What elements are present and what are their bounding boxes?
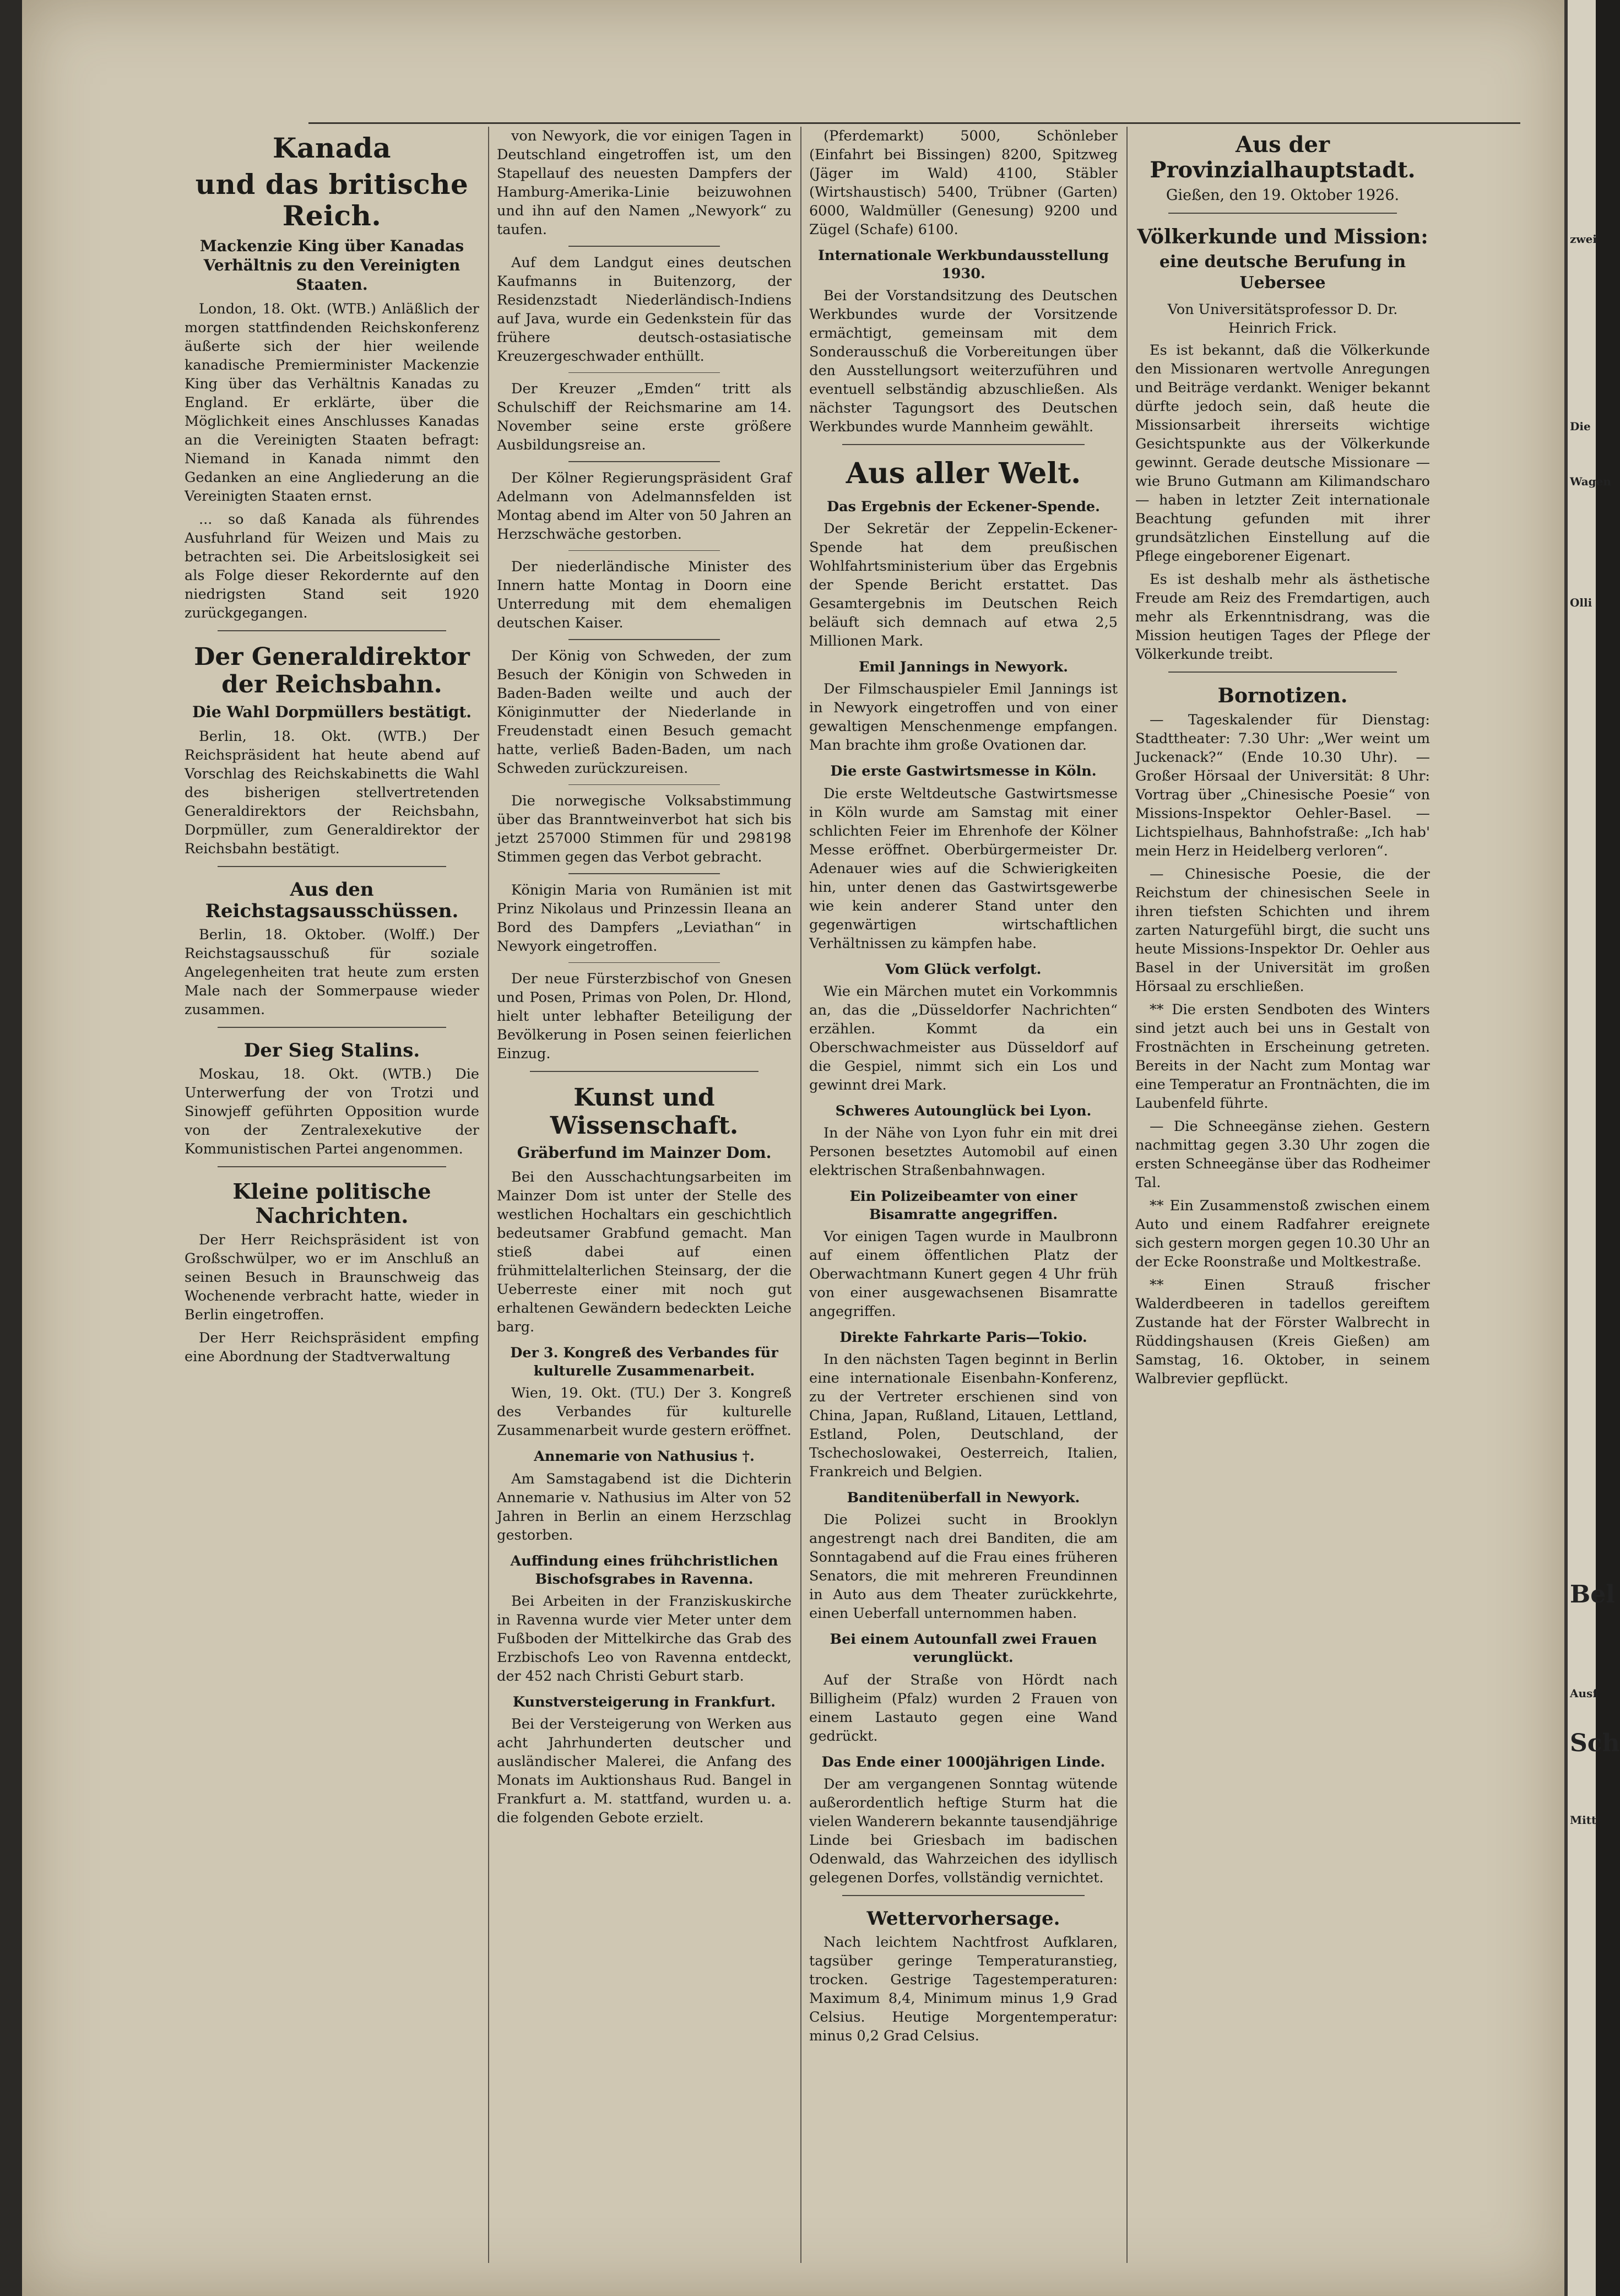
article-schweden: Der König von Schweden, der zum Besuch der Königin von Schweden in Baden-Baden weilte und auch der Königinmutter der Niederlande in Freudenstadt einen Besuch gemacht hatte, verließ Baden-Baden, um nach Schweden zurückzureisen. (497, 647, 792, 777)
article-wetter: Nach leichtem Nachtfrost Aufklaren, tagsüber geringe Temperaturanstieg, trocken. Gestrige Tagestemperaturen: Maximum 8,4, Minimum minus 1,9 Grad Celsius. Heutige Morgentemperatur: minus 0,2 Grad Celsius. (809, 1934, 1118, 2044)
headline-kanada: Kanada (273, 132, 391, 164)
adjacent-headline: Sch (1570, 1729, 1620, 1757)
headline-bornotizen: Bornotizen. (1217, 684, 1348, 707)
headline-kunst: Kunst und Wissenschaft. (550, 1084, 739, 1140)
headline-kanada-2: und das britische Reich. (195, 167, 469, 232)
subhead-banditen: Banditenüberfall in Newyork. (847, 1490, 1080, 1507)
divider (568, 372, 720, 373)
column-rule (1126, 127, 1128, 2263)
newspaper-page (22, 0, 1564, 2296)
article-newyork-taufe: von Newyork, die vor einigen Tagen in Deutschland eingetroffen ist, um den Stapellauf des neuesten Dampfers der Hamburg-Amerika-Linie beizuwohnen und ihn auf den Namen „Newyork“ zu taufen. (497, 128, 792, 238)
article-werkbund: Bei der Vorstandsitzung des Deutschen Werkbundes wurde der Vorsitzende ermächtigt, gemeinsam mit dem Sonderausschuß die Vorbereitungen über den Ausstellungsort weiterzuführen und eventuell selbständig abzuschließen. Als nächster Tagungsort des Deutschen Werkbundes wurde Mannheim gewählt. (809, 288, 1118, 436)
article-kleine-nachrichten-2: Der Herr Reichspräsident empfing eine Abordnung der Stadtverwaltung (185, 1330, 479, 1366)
column-rule (488, 127, 489, 2263)
article-kunst: Bei den Ausschachtungsarbeiten im Mainzer Dom ist unter der Stelle des westlichen Hochaltars ein geschichtlich bedeutsamer Grabfund gemacht. Man stieß dabei auf einen frühmittelalterlichen Steinsarg, der die Ueberreste einer mit noch gut erhaltenen Gewändern bedeckten Leiche barg. (497, 1169, 792, 1336)
dateline: Gießen, den 19. Oktober 1926. (1166, 187, 1400, 204)
subhead-gastwirt: Die erste Gastwirtsmesse in Köln. (830, 763, 1097, 780)
divider (218, 866, 446, 867)
divider (842, 444, 1085, 445)
subhead-linde: Das Ende einer 1000jährigen Linde. (821, 1753, 1106, 1770)
divider (568, 873, 720, 874)
article-generaldirektor: Berlin, 18. Okt. (WTB.) Der Reichspräsident hat heute abend auf Vorschlag des Reichskabinetts die Wahl des bisherigen stellvertretenden Generaldirektors der Reichsbahn, Dorpmüller, zum Generaldirektor der Reichsbahn bestätigt. (185, 728, 479, 857)
subhead-generaldirektor: Die Wahl Dorpmüllers bestätigt. (192, 702, 472, 721)
headline-kleine-nachrichten: Kleine politische Nachrichten. (232, 1178, 431, 1228)
article-autounfall: Auf der Straße von Hördt nach Billigheim (Pfalz) wurden 2 Frauen von einem Lastauto gegen eine Wand gedrückt. (809, 1671, 1118, 1745)
divider (568, 246, 720, 247)
article-eckener: Der Sekretär der Zeppelin-Eckener-Spende hat dem preußischen Wohlfahrtsministerium über das Ergebnis der Spende Bericht erstattet. Das Gesamtergebnis im Deutschen Reich beläuft sich demnach auf etwa 2,5 Millionen Mark. (809, 521, 1118, 650)
column-rule (800, 127, 801, 2263)
scan-gutter (0, 0, 22, 2296)
article-stalin: Moskau, 18. Okt. (WTB.) Die Unterwerfung der von Trotzi und Sinowjeff geführten Opposition wurde von der Zentralexekutive der Kommunistischen Partei angenommen. (185, 1065, 479, 1157)
article-kongress: Wien, 19. Okt. (TU.) Der 3. Kongreß des Verbandes für kulturelle Zusammenarbeit wurde gestern eröffnet. (497, 1385, 792, 1439)
article-posen: Der neue Fürsterzbischof von Gnesen und Posen, Primas von Polen, Dr. Hlond, hielt unter lebhafter Beteiligung der Bevölkerung in Posen seinen feierlichen Einzug. (497, 971, 792, 1062)
divider (568, 639, 720, 640)
article-linde: Der am vergangenen Sonntag wütende außerordentlich heftige Sturm hat die vielen Wanderern bekannte tausendjährige Linde bei Griesbach im badischen Odenwald, das Wahrzeichen des idyllisch gelegenen Dorfes, vollständig vernichtet. (809, 1775, 1118, 1886)
column-2 (497, 127, 792, 2263)
subhead-kongress: Der 3. Kongreß des Verbandes für kulturelle Zusammenarbeit. (510, 1345, 778, 1380)
author-byline: Von Universitätsprofessor D. Dr. Heinrich Frick. (1167, 301, 1398, 337)
article-gastwirt: Die erste Weltdeutsche Gastwirtsmesse in Köln wurde am Samstag mit einer schlichten Feier im Ehrenhofe der Kölner Messe eröffnet. Oberbürgermeister Dr. Adenauer wies auf die Schwierigkeiten hin, unter denen das Gastwirtsgewerbe wie kein anderer Stand unter den gegenwärtigen wirtschaftlichen Verhältnissen zu kämpfen habe. (809, 785, 1118, 952)
article-kleine-nachrichten: Der Herr Reichspräsident ist von Großschwülper, wo er im Anschluß an seinen Besuch in Braunschweig das Wochenende verbracht hatte, wieder in Berlin eingetroffen. (185, 1232, 479, 1324)
article-nathusius: Am Samstagabend ist die Dichterin Annemarie v. Nathusius im Alter von 52 Jahren in Berlin an einem Herzschlag gestorben. (497, 1470, 792, 1544)
article-tageskalender: — Tageskalender für Dienstag: Stadttheater: 7.30 Uhr: „Wer weint um Juckenack?“ (Ende 10.30 Uhr). — Großer Hörsaal der Universität: 8 Uhr: Vortrag über „Chinesische Poesie“ von Missions-Inspektor Oehler-Basel. — Lichtspielhaus, Bahnhofstraße: „Ich hab' mein Herz in Heidelberg verloren“. (1135, 712, 1430, 860)
divider (568, 461, 720, 462)
subhead-tokio: Direkte Fahrkarte Paris—Tokio. (839, 1329, 1087, 1346)
article-preise: (Pferdemarkt) 5000, Schönleber (Einfahrt bei Bissingen) 8200, Spitzweg (Jäger im Wald) 4100, Stäbler (Wirtshaustisch) 5400, Trübner (Garten) 6000, Waldmüller (Genesung) 9200 und Zügel (Schafe) 6100. (809, 128, 1118, 238)
subhead-nathusius: Annemarie von Nathusius †. (534, 1448, 755, 1465)
headline-wetter: Wettervorhersage. (866, 1907, 1060, 1930)
subhead-ravenna: Auffindung eines frühchristlichen Bischofsgrabes in Ravenna. (510, 1552, 778, 1588)
article-koeln: Der Kölner Regierungspräsident Graf Adelmann von Adelmannsfelden ist Montag abend im Alter von 50 Jahren an Herzschwäche gestorben. (497, 469, 792, 543)
article-buitenzorg: Auf dem Landgut eines deutschen Kaufmanns in Buitenzorg, der Residenzstadt Niederländisch-Indiens auf Java, wurde ein Gedenkstein für das frühere deutsch-ostasiatische Kreuzergeschwader enthüllt. (497, 254, 792, 365)
column-4 (1135, 127, 1430, 2263)
divider (568, 962, 720, 963)
adjacent-text: Ausf (1570, 1687, 1597, 1700)
divider (568, 784, 720, 786)
headline-stalin: Der Sieg Stalins. (243, 1039, 420, 1062)
subhead-kanada: Mackenzie King über Kanadas Verhältnis zu den Vereinigten Staaten. (199, 236, 464, 294)
adjacent-page-strip (1564, 0, 1620, 2296)
divider (218, 1166, 446, 1167)
article-lyon: In der Nähe von Lyon fuhr ein mit drei Personen besetztes Automobil auf einen elektrischen Straßenbahnwagen. (809, 1124, 1118, 1179)
adjacent-text: Wagen (1570, 475, 1611, 488)
article-kanada-end: ... so daß Kanada als führendes Ausfuhrland für Weizen und Mais zu betrachten sei. Die Arbeitslosigkeit sei als Folge dieser Rekordernte auf den niedrigsten Stand seit 1920 zurückgegangen. (185, 511, 479, 621)
subhead-jannings: Emil Jannings in Newyork. (858, 659, 1069, 676)
column-1 (185, 127, 479, 2263)
subhead-voelkerkunde: eine deutsche Berufung in Uebersee (1159, 252, 1406, 293)
adjacent-headline: Bel (1570, 1580, 1615, 1609)
column-3 (809, 127, 1118, 2263)
divider (218, 1027, 446, 1028)
article-norwegen: Die norwegische Volksabstimmung über das Branntweinverbot hat sich bis jetzt 257000 Stimmen für und 298198 Stimmen gegen das Verbot gebracht. (497, 793, 792, 865)
article-kanada: London, 18. Okt. (WTB.) Anläßlich der morgen stattfindenden Reichskonferenz äußerte sich der hier weilende kanadische Premierminister Mackenzie King über das Verhältnis Kanadas zu England. Er erklärte, über die Möglichkeit eines Anschlusses Kanadas an die Vereinigten Staaten befragt: Niemand in Kanada nimmt den Gedanken an eine Angliederung an die Vereinigten Staaten ernst. (185, 300, 479, 505)
adjacent-text: Mitt (1570, 1813, 1597, 1827)
article-tokio: In den nächsten Tagen beginnt in Berlin eine internationale Eisenbahn-Konferenz, zu der Vertreter erschienen sind von China, Japan, Rußland, Litauen, Lettland, Estland, Polen, Deutschland, der Tschechoslowakei, Oesterreich, Italien, Frankreich und Belgien. (809, 1351, 1118, 1481)
subhead-frankfurt: Kunstversteigerung in Frankfurt. (512, 1693, 776, 1710)
top-rule (308, 122, 1520, 124)
article-zusammenstoss: ** Ein Zusammenstoß zwischen einem Auto und einem Radfahrer ereignete sich gestern morgen gegen 10.30 Uhr an der Ecke Roonstraße und Moltkestraße. (1135, 1198, 1430, 1271)
subhead-eckener: Das Ergebnis der Eckener-Spende. (826, 499, 1101, 516)
subhead-autounfall: Bei einem Autounfall zwei Frauen verunglückt. (830, 1631, 1097, 1666)
divider (842, 1895, 1085, 1896)
article-ausschuss: Berlin, 18. Oktober. (Wolff.) Der Reichstagsausschuß für soziale Angelegenheiten trat heute zum ersten Male nach der Sommerpause wieder zusammen. (185, 926, 479, 1018)
divider (530, 1071, 758, 1072)
article-walderdbeeren: ** Einen Strauß frischer Walderdbeeren in tadellos gereiftem Zustande hat der Förster Walbrecht in Rüddingshausen (Kreis Gießen) am Samstag, 16. Oktober, in seinem Walbrevier gepflückt. (1135, 1277, 1430, 1388)
article-poesie: — Chinesische Poesie, die der Reichstum der chinesischen Seele in ihren tiefsten Schichten und ihrem zarten Naturgefühl birgt, die sucht uns heute Missions-Inspektor Dr. Oehler aus Basel in der Universität im großen Hörsaal zu erschließen. (1135, 866, 1430, 995)
subhead-bisamratte: Ein Polizeibeamter von einer Bisamratte angegriffen. (849, 1188, 1077, 1223)
subhead-lyon: Schweres Autounglück bei Lyon. (835, 1102, 1092, 1119)
article-winter: ** Die ersten Sendboten des Winters sind jetzt auch bei uns in Gestalt von Frostnächten in Erscheinung getreten. Bereits in der Nacht zum Montag war eine Temperatur an Frontnächten, die im Laubenfeld führte. (1135, 1001, 1430, 1112)
adjacent-text: zwei (1570, 232, 1597, 246)
subhead-glueck: Vom Glück verfolgt. (885, 961, 1042, 978)
article-niederlande: Der niederländische Minister des Innern hatte Montag in Doorn eine Unterredung mit dem ehemaligen deutschen Kaiser. (497, 559, 792, 631)
subhead-kunst: Gräberfund im Mainzer Dom. (517, 1144, 772, 1162)
article-frankfurt: Bei der Versteigerung von Werken aus acht Jahrhunderten deutscher und ausländischer Malerei, die Anfang des Monats im Auktionshaus Rud. Bangel in Frankfurt a. M. stattfand, wurden u. a. die folgenden Gebote erzielt. (497, 1716, 792, 1827)
headline-voelkerkunde: Völkerkunde und Mission: (1137, 225, 1428, 248)
article-bisamratte: Vor einigen Tagen wurde in Maulbronn auf einem öffentlichen Platz der Oberwachtmann Kunert gegen 4 Uhr früh von einer ausgewachsenen Bisamratte angegriffen. (809, 1228, 1118, 1320)
headline-aus-aller-welt: Aus aller Welt. (846, 457, 1081, 491)
article-schneegaense: — Die Schneegänse ziehen. Gestern nachmittag gegen 3.30 Uhr zogen die ersten Schneegänse über das Rodheimer Tal. (1135, 1118, 1430, 1192)
headline-provinzialhauptstadt: Aus der Provinzialhauptstadt. (1150, 132, 1416, 183)
headline-ausschuss: Aus den Reichstagsausschüssen. (205, 878, 459, 922)
article-jannings: Der Filmschauspieler Emil Jannings ist in Newyork eingetroffen und von einer gewaltigen Menschenmenge empfangen. Man brachte ihm große Ovationen dar. (809, 681, 1118, 754)
article-glueck: Wie ein Märchen mutet ein Vorkommnis an, das die „Düsseldorfer Nachrichten“ erzählen. Kommt da ein Oberschwachmeister aus Düsseldorf auf die Gespiel, nimmt sich ein Los und gewinnt drei Mark. (809, 983, 1118, 1093)
divider (568, 550, 720, 551)
subhead-werkbund: Internationale Werkbundausstellung 1930. (818, 247, 1109, 283)
headline-generaldirektor: Der Generaldirektor der Reichsbahn. (194, 642, 470, 699)
adjacent-text: Olli (1570, 596, 1592, 609)
adjacent-text: Die (1570, 420, 1591, 433)
article-ravenna: Bei Arbeiten in der Franziskuskirche in Ravenna wurde vier Meter unter dem Fußboden der Mittelkirche das Grab des Erzbischofs Leo von Ravenna entdeckt, der 452 nach Christi Geburt starb. (497, 1593, 792, 1685)
divider (218, 630, 446, 631)
article-voelkerkunde: Es ist bekannt, daß die Völkerkunde den Missionaren wertvolle Anregungen und Beiträge verdankt. Weniger bekannt dürfte jedoch sein, daß heute die Missionsarbeit ihrerseits wichtige Gesichtspunkte aus der Völkerkunde gewinnt. Gerade deutsche Missionare — wie Bruno Gutmann am Kilimandscharo — haben in letzter Zeit internationale Beachtung gefunden mit ihrer grundsätzlichen Einstellung auf die Pflege eingeborener Eigenart. (1135, 342, 1430, 565)
article-banditen: Die Polizei sucht in Brooklyn angestrengt nach drei Banditen, die am Sonntagabend auf die Frau eines früheren Senators, die mit mehreren Freundinnen in Auto aus dem Theater zurückkehrte, einen Ueberfall unternommen haben. (809, 1512, 1118, 1622)
divider (1168, 672, 1397, 673)
divider (1168, 213, 1397, 214)
article-rumaenien: Königin Maria von Rumänien ist mit Prinz Nikolaus und Prinzessin Ileana an Bord des Dampfers „Leviathan“ in Newyork eingetroffen. (497, 881, 792, 955)
article-emden: Der Kreuzer „Emden“ tritt als Schulschiff der Reichsmarine am 14. November seine erste größere Ausbildungsreise an. (497, 381, 792, 453)
article-voelkerkunde-2: Es ist deshalb mehr als ästhetische Freude am Reiz des Fremdartigen, auch mehr als Erkenntnisdrang, was die Mission heutigen Tages der Pflege der Völkerkunde treibt. (1135, 571, 1430, 663)
